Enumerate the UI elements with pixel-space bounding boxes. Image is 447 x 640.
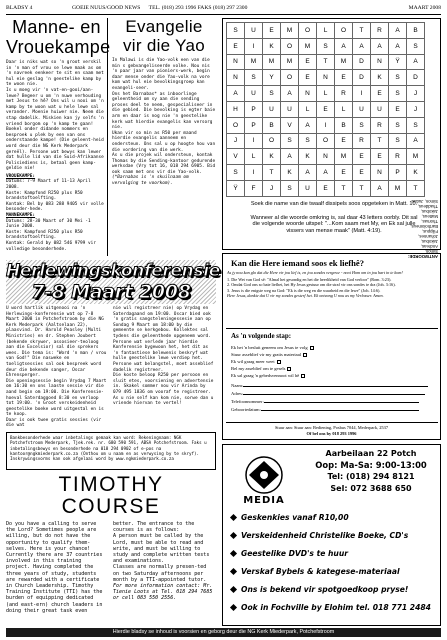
puzzle-row — [227, 165, 425, 181]
media-address: Aarbeilaan 22 Potch — [325, 449, 417, 458]
puzzle-cell: E — [353, 149, 371, 165]
form-line[interactable] — [243, 386, 428, 387]
puzzle-cell: L — [317, 86, 335, 102]
puzzle-cell: Ÿ — [227, 180, 245, 196]
banner-date: 7-8 Maart 2008 — [31, 281, 191, 303]
form-field[interactable]: Adres: — [231, 390, 431, 398]
puzzle-cell: E — [227, 38, 245, 54]
puzzle-row — [227, 23, 425, 39]
puzzle-cell: J — [263, 180, 281, 196]
puzzle-cell: S — [227, 23, 245, 39]
puzzle-answers: ANTWOORDE: Simon, Andreas, Jakobus, Johannes, Filippus, Bartholomeus, Thomas, Matteus, Jakobus, Thaddeus, Simon, Judas. — [407, 199, 438, 259]
newsletter-title: GOEIE NUUS/GOOD NEWS TEL. (018) 293 1996 FAKS (018) 297 2300 — [72, 5, 248, 11]
puzzle-cell: K — [299, 149, 317, 165]
puzzle-row — [227, 38, 425, 54]
puzzle-cell: E — [299, 70, 317, 86]
puzzle-cell: R — [389, 149, 407, 165]
puzzle-cell: L — [299, 101, 317, 117]
puzzle-row — [227, 70, 425, 86]
checkbox[interactable] — [301, 374, 305, 378]
puzzle-cell: S — [407, 117, 425, 133]
puzzle-cell: N — [317, 149, 335, 165]
media-list-item: Verskaf Bybels & kategese-materiaal — [231, 567, 400, 576]
puzzle-cell: S — [317, 38, 335, 54]
puzzle-cell: S — [389, 86, 407, 102]
puzzle-grid — [226, 22, 425, 197]
puzzle-cell: U — [263, 101, 281, 117]
article-body: In Malawi is die Yao-volk een van die min s gebvangeliseerde volke. Nou nis 'n paar jaar van pioniers-werk, begin daar mense onder die Yao-volk na vore kom wat hul eie bevolkingsgroep kan evangeli-seer. Ons het Barnabas* as inboorlinge geleentheid om sy aan die sending proses deel te neem, gespecialiseer in die gebied. Die bevolking is egter baie arm en daar is nog nie 'n geestelike kerk wat hierdie evangelis kan versorg nie. Ukan vir so min as R50 per maand hierdie evangelis aanneem en ondersteun. Ons sal u op hoogte hou van die vordering van die werk. As u die projek wil ondersteun, kontak Thomas by die Sending-kantoor gedurende werksdae (Vry tot 16, 018 294 6905. Bid ook saam met ons vir die Yao-volk. (*Barnabas is 'n skuilnaam om vervolging te voorkom). — [112, 58, 216, 187]
form-field[interactable]: Naam: — [231, 382, 431, 390]
puzzle-cell: K — [371, 70, 389, 86]
puzzle-cell: S — [281, 180, 299, 196]
puzzle-cell: Ÿ — [389, 54, 407, 70]
puzzle-cell: M — [245, 54, 263, 70]
puzzle-cell: P — [389, 165, 407, 181]
herlewing-col2: nie wil registreer nie) op Vrydag en Saterdagaand om 19:00. Oscar bied ook 'n gratis sangsteleningessesie aan op Sondag 9 Maart om 18:00 by die gemeente se kerkgebou. Kollektes sal tydens die geleenthede opgeneem word. Persone wat verlede jaar hierdie Konferensie bygewoon het, het dit as 'n fantastiese belewenis beskryf wat hulle geestelike lewe verdiep het. Persone wat belangstel, moet asseblief dadelik registreer. Die koste beloop R250 per persoon en sluit etes, voorsiening en advertensie in. Skakel sommer nou vir Arinda by 079 495 1836 om vooraf te registreer. As u nie self kan kom nie, sorwe dan u vriende hiervan te vertel! — [113, 306, 214, 407]
puzzle-cell: R — [371, 117, 389, 133]
puzzle-cell: T — [335, 180, 353, 196]
puzzle-cell: N — [227, 70, 245, 86]
media-tel: Tel: (018) 294 8121 — [327, 472, 415, 481]
bullet-icon — [230, 586, 237, 593]
form-field[interactable]: Geboortedatum: — [231, 406, 431, 414]
media-list-item: Geestelike DVD's te huur — [231, 549, 348, 558]
vroue-heading: VROUEKAMPE: — [6, 173, 36, 179]
form-option[interactable]: Bel my asseblief om te gesels — [231, 365, 431, 372]
puzzle-cell: T — [371, 133, 389, 149]
puzzle-cell: V — [281, 117, 299, 133]
puzzle-cell: A — [317, 165, 335, 181]
puzzle-cell: O — [299, 23, 317, 39]
form-sender: Stuur aan: Stuur aan: Bediening, Posbus 7044, Mederpark, 2537 — [274, 425, 389, 430]
puzzle-row — [227, 133, 425, 149]
checkbox[interactable] — [310, 346, 314, 350]
puzzle-cell: K — [263, 38, 281, 54]
puzzle-cell: I — [317, 117, 335, 133]
puzzle-cell: E — [263, 23, 281, 39]
god-ad-steps: 1. Die Wet van God sê: "Almal het gesondig en het die heerlikheid van God verloor" (Rom. 3:23). 2. Omdat God ons so baie liefhet, het Hy Jesus gestuur om die straf vir ons sondes te dra (Joh. 3:16). 3. Jesus is die enigste weg na God: "Ek is die weg en die waarheid en die lewe" (Joh. 14:6). Here Jesus, dankie dat U vir my sondes gesterf het. Ek ontvang U nou as my Verlosser. Amen. — [227, 277, 396, 298]
puzzle-cell: A — [389, 23, 407, 39]
puzzle-cell: A — [335, 38, 353, 54]
puzzle-cell: O — [281, 70, 299, 86]
media-ad — [222, 444, 441, 626]
puzzle-cell: P — [245, 101, 263, 117]
puzzle-cell: A — [407, 133, 425, 149]
puzzle-cell: M — [335, 54, 353, 70]
bullet-icon — [230, 550, 237, 557]
puzzle-cell: M — [407, 149, 425, 165]
puzzle-cell: U — [281, 101, 299, 117]
media-list-item: Ook in Fochville by Elohim tel. 018 771 2484 — [231, 603, 431, 612]
puzzle-cell: S — [389, 70, 407, 86]
form-sender-extra: Of bel ons by 018 293 1996 — [306, 431, 357, 436]
puzzle-cell: D — [353, 54, 371, 70]
form-option[interactable]: Ek het 'n besluit geneem om Jesus te volg — [231, 344, 431, 351]
god-ad-intro: As jy nou kan glo dat die Here vir jou lief is, en jou sondes vergewe - nooi Hom om in jou hart in te kom! — [227, 270, 403, 275]
puzzle-cell: S — [281, 133, 299, 149]
god-ad-title: Kan die Here iemand soos ek liefhê? — [231, 258, 365, 268]
puzzle-cell: L — [317, 23, 335, 39]
form-option[interactable]: Ek wil graag meer weet — [231, 358, 431, 365]
timothy-article — [6, 474, 216, 626]
puzzle-cell: E — [335, 165, 353, 181]
puzzle-cell: M — [335, 149, 353, 165]
puzzle-cell: S — [407, 38, 425, 54]
banner-title: Herlewingskonferensie — [6, 261, 221, 281]
puzzle-cell: E — [317, 101, 335, 117]
article-title: TIMOTHY COURSE — [58, 473, 164, 518]
puzzle-cell: U — [371, 101, 389, 117]
media-list — [231, 513, 437, 623]
puzzle-cell: T — [317, 54, 335, 70]
herlewing-banner — [6, 260, 221, 304]
timothy-col1: Do you have a calling to serve the Lord? Sometimes people are willing, but do not have the opportunity to qualify them-selves. Here is your chance! Currently there are 37 countries involved in this training project. Having completed the three years of study, students are rewarded with a certificate in Church Leadership. Timothy Training Institute (TTI) has the burden of equipping dedicated (and east-ern) church leaders in doing their great task even — [6, 521, 103, 614]
bullet-icon — [230, 568, 237, 575]
bank-details: Bankbesonderhede waar inbetalings gemaak kan word: Rekeningnaam: NGK Potchefstroom Mederpark, Tjek.rek. nr. 680 590 591, ABSA Potchefstroom. Faks u inbetalingsbewys en besonderhede na 018 294 0902 of e-pos na kantoor@ngkmiederpark.co.za (Onthou om u naam en as verwysing by te skryf). Inskrywingsvorms kan ook afgelaai word by www.ngkmiederpark.co.za — [6, 432, 216, 470]
bullet-icon — [230, 604, 237, 611]
puzzle-row — [227, 101, 425, 117]
puzzle-cell: U — [353, 101, 371, 117]
bullet-icon — [230, 514, 237, 521]
puzzle-cell: Y — [263, 70, 281, 86]
article-body: Daar is niks wat so 'n groot verskil in 'n man of vrou se lewe maak as om 'n navreek eenkeer te sit en saam met hul eie geslag 'n geestelike kamp by te woon nie. Is u moeg vir 'n vat-en-gooi/aan-lewe? Begeer u om 'n nuwe verhouding met Jesus te hê? Ons wil u nooi om 'n kamp by te woon wat u hele lewe sal verander. Moenie huiwer nie. Neem die stap dadelik. Miskien kan jy selfs 'n vriend borgom op 'n kamp te gaan! Boekel onder didande nommers en besproek u plek by een van ons onderstaande kampe! (Die geleent-heid word deur die NG Kerk Mederpark gereël). Persone wat bewys kan lewer dat hulle lid van die Suid-Afrikaanse Polisiediens is, betaal geen kamp-geldie nie! VROUEKAMPE: Datums: 7-9 Maart of 11-13 April 2008. Koste: Kampfond R250 plus R50 brandstoftoelfting. Kontak: Bel by 083 288 9405 vir volle besonder-hede. MANNEKAMPE: Datums: 28-30 Maart of 30 Mei -1 Junie 2008. Koste: Kampfond R250 plus R50 brandstoftoelfting. Kontak: Gerald by 082 546 9799 vir volledige besonderhede. — [6, 60, 104, 252]
word-search-puzzle — [222, 18, 441, 259]
puzzle-cell: R — [371, 23, 389, 39]
puzzle-cell: S — [353, 117, 371, 133]
puzzle-cell: K — [263, 149, 281, 165]
puzzle-cell: T — [353, 23, 371, 39]
puzzle-verse: Wanneer al die woorde omkring is, sal daar 43 letters oorbly. Dit sal die volgende woorde uitspel: "...Kom saam met My, en Ek sal julle vissers van mense maak" (Matt. 4:19). — [250, 215, 418, 234]
puzzle-cell: O — [263, 133, 281, 149]
page-footer: Hierdie bladsy se inhoud is voorsien en geborg deur die NG Kerk Miederpark, Potchefstroom — [6, 628, 441, 637]
media-logo — [229, 453, 299, 507]
checkbox[interactable] — [287, 367, 291, 371]
puzzle-cell: J — [407, 86, 425, 102]
puzzle-cell: F — [245, 180, 263, 196]
puzzle-cell: A — [371, 180, 389, 196]
god-ad — [222, 253, 441, 440]
issue-date: MAART 2008 — [408, 5, 441, 11]
puzzle-cell: A — [371, 38, 389, 54]
puzzle-cell: P — [245, 117, 263, 133]
form-line[interactable] — [243, 394, 425, 395]
puzzle-cell: M — [263, 54, 281, 70]
media-sel: Sel: 072 3688 650 — [330, 484, 412, 493]
form-line[interactable] — [261, 410, 419, 411]
puzzle-cell: U — [245, 23, 263, 39]
puzzle-cell: E — [317, 180, 335, 196]
puzzle-cell: A — [299, 165, 317, 181]
puzzle-cell: A — [299, 117, 317, 133]
herlewing-col1: U word hartlik uitgenooi na 'n Herlewings-konferensie wat op 7-8 Maart 2008 in Potchefstroom by die NG Kerk Mederpark (Aaltselaan 22), plaasvind. Dr. Harold Peasley (Multi Ministries) en dr. Stephen Joubert (bekende skrywer, assosieer-teoloog aan die Excelsior) sal die sprekers wees. Die tema is: "Word 'n man / vrou van God!" Die nasweke en toeligtsessies sal ook bespreek word deur die bekende sanger, Oscar Ehrensperger. Die openingsessie begin Vrydag 7 Maart om 16:30 en ons laaste sessie vir die aand begin om 19:00. Die Konferensie-hoeval Saterdaggoed 8:30 en verloop tot 19:00. 'n Groot verskeidenheid geestelike boeke word uitgestal en is te koop. Daar is ook twee gratis sessies (vir die wat — [6, 306, 107, 429]
puzzle-cell: O — [335, 23, 353, 39]
puzzle-cell: E — [389, 101, 407, 117]
page-header — [6, 4, 441, 15]
puzzle-cell: B — [407, 23, 425, 39]
puzzle-cell: M — [299, 38, 317, 54]
puzzle-cell: A — [407, 54, 425, 70]
puzzle-cell: H — [227, 101, 245, 117]
form-title: As 'n volgende stap: — [231, 332, 292, 340]
puzzle-cell: B — [335, 117, 353, 133]
puzzle-cell: J — [407, 101, 425, 117]
puzzle-cell: L — [335, 101, 353, 117]
puzzle-cell: K — [281, 165, 299, 181]
puzzle-cell: I — [245, 133, 263, 149]
puzzle-cell: S — [227, 165, 245, 181]
puzzle-cell: U — [299, 180, 317, 196]
puzzle-cell: E — [353, 165, 371, 181]
puzzle-cell: S — [389, 117, 407, 133]
timothy-col2: better. The entrance to the courses is as follows: A person must be called by the Lord, must be able to read and write, and must be willing to study and complete written tests and examinations. Classes are normally presen-ted on two Saturday afternoons per month by a TTI-appointed tutor. For more information contact: Mr. Tienie Loots at Tel. 018 294 7685 or cell 083 550 2556. — [113, 521, 213, 602]
puzzle-cell: O — [317, 133, 335, 149]
puzzle-cell: B — [263, 117, 281, 133]
puzzle-cell: S — [389, 133, 407, 149]
form-field[interactable]: Telefoonnommer: — [231, 398, 431, 406]
puzzle-cell: D — [407, 70, 425, 86]
form-options — [231, 344, 431, 379]
puzzle-cell: A — [281, 86, 299, 102]
puzzle-cell: L — [245, 149, 263, 165]
puzzle-cell: U — [245, 86, 263, 102]
puzzle-row — [227, 54, 425, 70]
puzzle-cell: R — [353, 133, 371, 149]
puzzle-cell: J — [227, 133, 245, 149]
puzzle-instruction: Soek die name van die twaalf dissipels soos opgeteken in Matt. 10. — [250, 201, 418, 207]
media-list-item: Geskenkies vanaf R10,00 — [231, 513, 349, 522]
media-hours: Oop: Ma-Sa: 9:00-13:00 — [315, 460, 427, 470]
puzzle-cell: N — [299, 86, 317, 102]
puzzle-cell: S — [263, 86, 281, 102]
puzzle-row — [227, 117, 425, 133]
puzzle-cell: E — [335, 70, 353, 86]
puzzle-row — [227, 180, 425, 196]
puzzle-cell: M — [281, 23, 299, 39]
media-list-item: Ons is bekend vir spotgoedkoop pryse! — [231, 585, 408, 594]
puzzle-cell: A — [389, 38, 407, 54]
puzzle-cell: T — [353, 180, 371, 196]
evangelie-article — [112, 18, 216, 256]
puzzle-cell: T — [407, 180, 425, 196]
puzzle-cell: I — [353, 86, 371, 102]
puzzle-cell: I — [245, 38, 263, 54]
media-logo-text: MEDIA — [243, 495, 285, 506]
puzzle-cell: N — [371, 165, 389, 181]
puzzle-cell: O — [281, 38, 299, 54]
puzzle-cell: N — [317, 70, 335, 86]
form-option[interactable]: Stuur asseblief vir my gratis materiaal — [231, 351, 431, 358]
puzzle-cell: E — [335, 133, 353, 149]
manne-vroue-article — [6, 17, 111, 256]
puzzle-cell: E — [371, 86, 389, 102]
page-number: BLADSY 4 — [6, 5, 33, 11]
puzzle-cell: S — [245, 70, 263, 86]
checkbox[interactable] — [303, 353, 307, 357]
puzzle-cell: N — [227, 54, 245, 70]
puzzle-cell: A — [353, 38, 371, 54]
form-line[interactable] — [264, 402, 419, 403]
manne-heading: MANNEKAMPE: — [6, 213, 36, 219]
puzzle-cell: D — [353, 70, 371, 86]
puzzle-cell: M — [281, 54, 299, 70]
puzzle-cell: V — [227, 149, 245, 165]
media-list-item: Verskeidenheid Christelike Boeke, CD's — [231, 531, 408, 540]
puzzle-cell: M — [389, 180, 407, 196]
puzzle-row — [227, 86, 425, 102]
form-fields — [231, 382, 431, 414]
puzzle-cell: S — [299, 133, 317, 149]
bullet-icon — [230, 532, 237, 539]
puzzle-cell: A — [281, 149, 299, 165]
puzzle-row — [227, 149, 425, 165]
puzzle-cell: K — [407, 165, 425, 181]
puzzle-cell: E — [371, 149, 389, 165]
puzzle-cell: O — [227, 117, 245, 133]
article-title: Evangelie vir die Yao — [122, 17, 206, 55]
form-option[interactable]: Ek sal graag 'n gebedsvennoot wil hê — [231, 372, 431, 379]
puzzle-cell: I — [245, 165, 263, 181]
puzzle-cell: T — [263, 165, 281, 181]
article-title: Manne- en Vrouekampe — [6, 17, 111, 57]
checkbox[interactable] — [277, 360, 281, 364]
puzzle-cell: A — [227, 86, 245, 102]
puzzle-cell: N — [371, 54, 389, 70]
puzzle-cell: R — [335, 86, 353, 102]
puzzle-cell: E — [299, 54, 317, 70]
